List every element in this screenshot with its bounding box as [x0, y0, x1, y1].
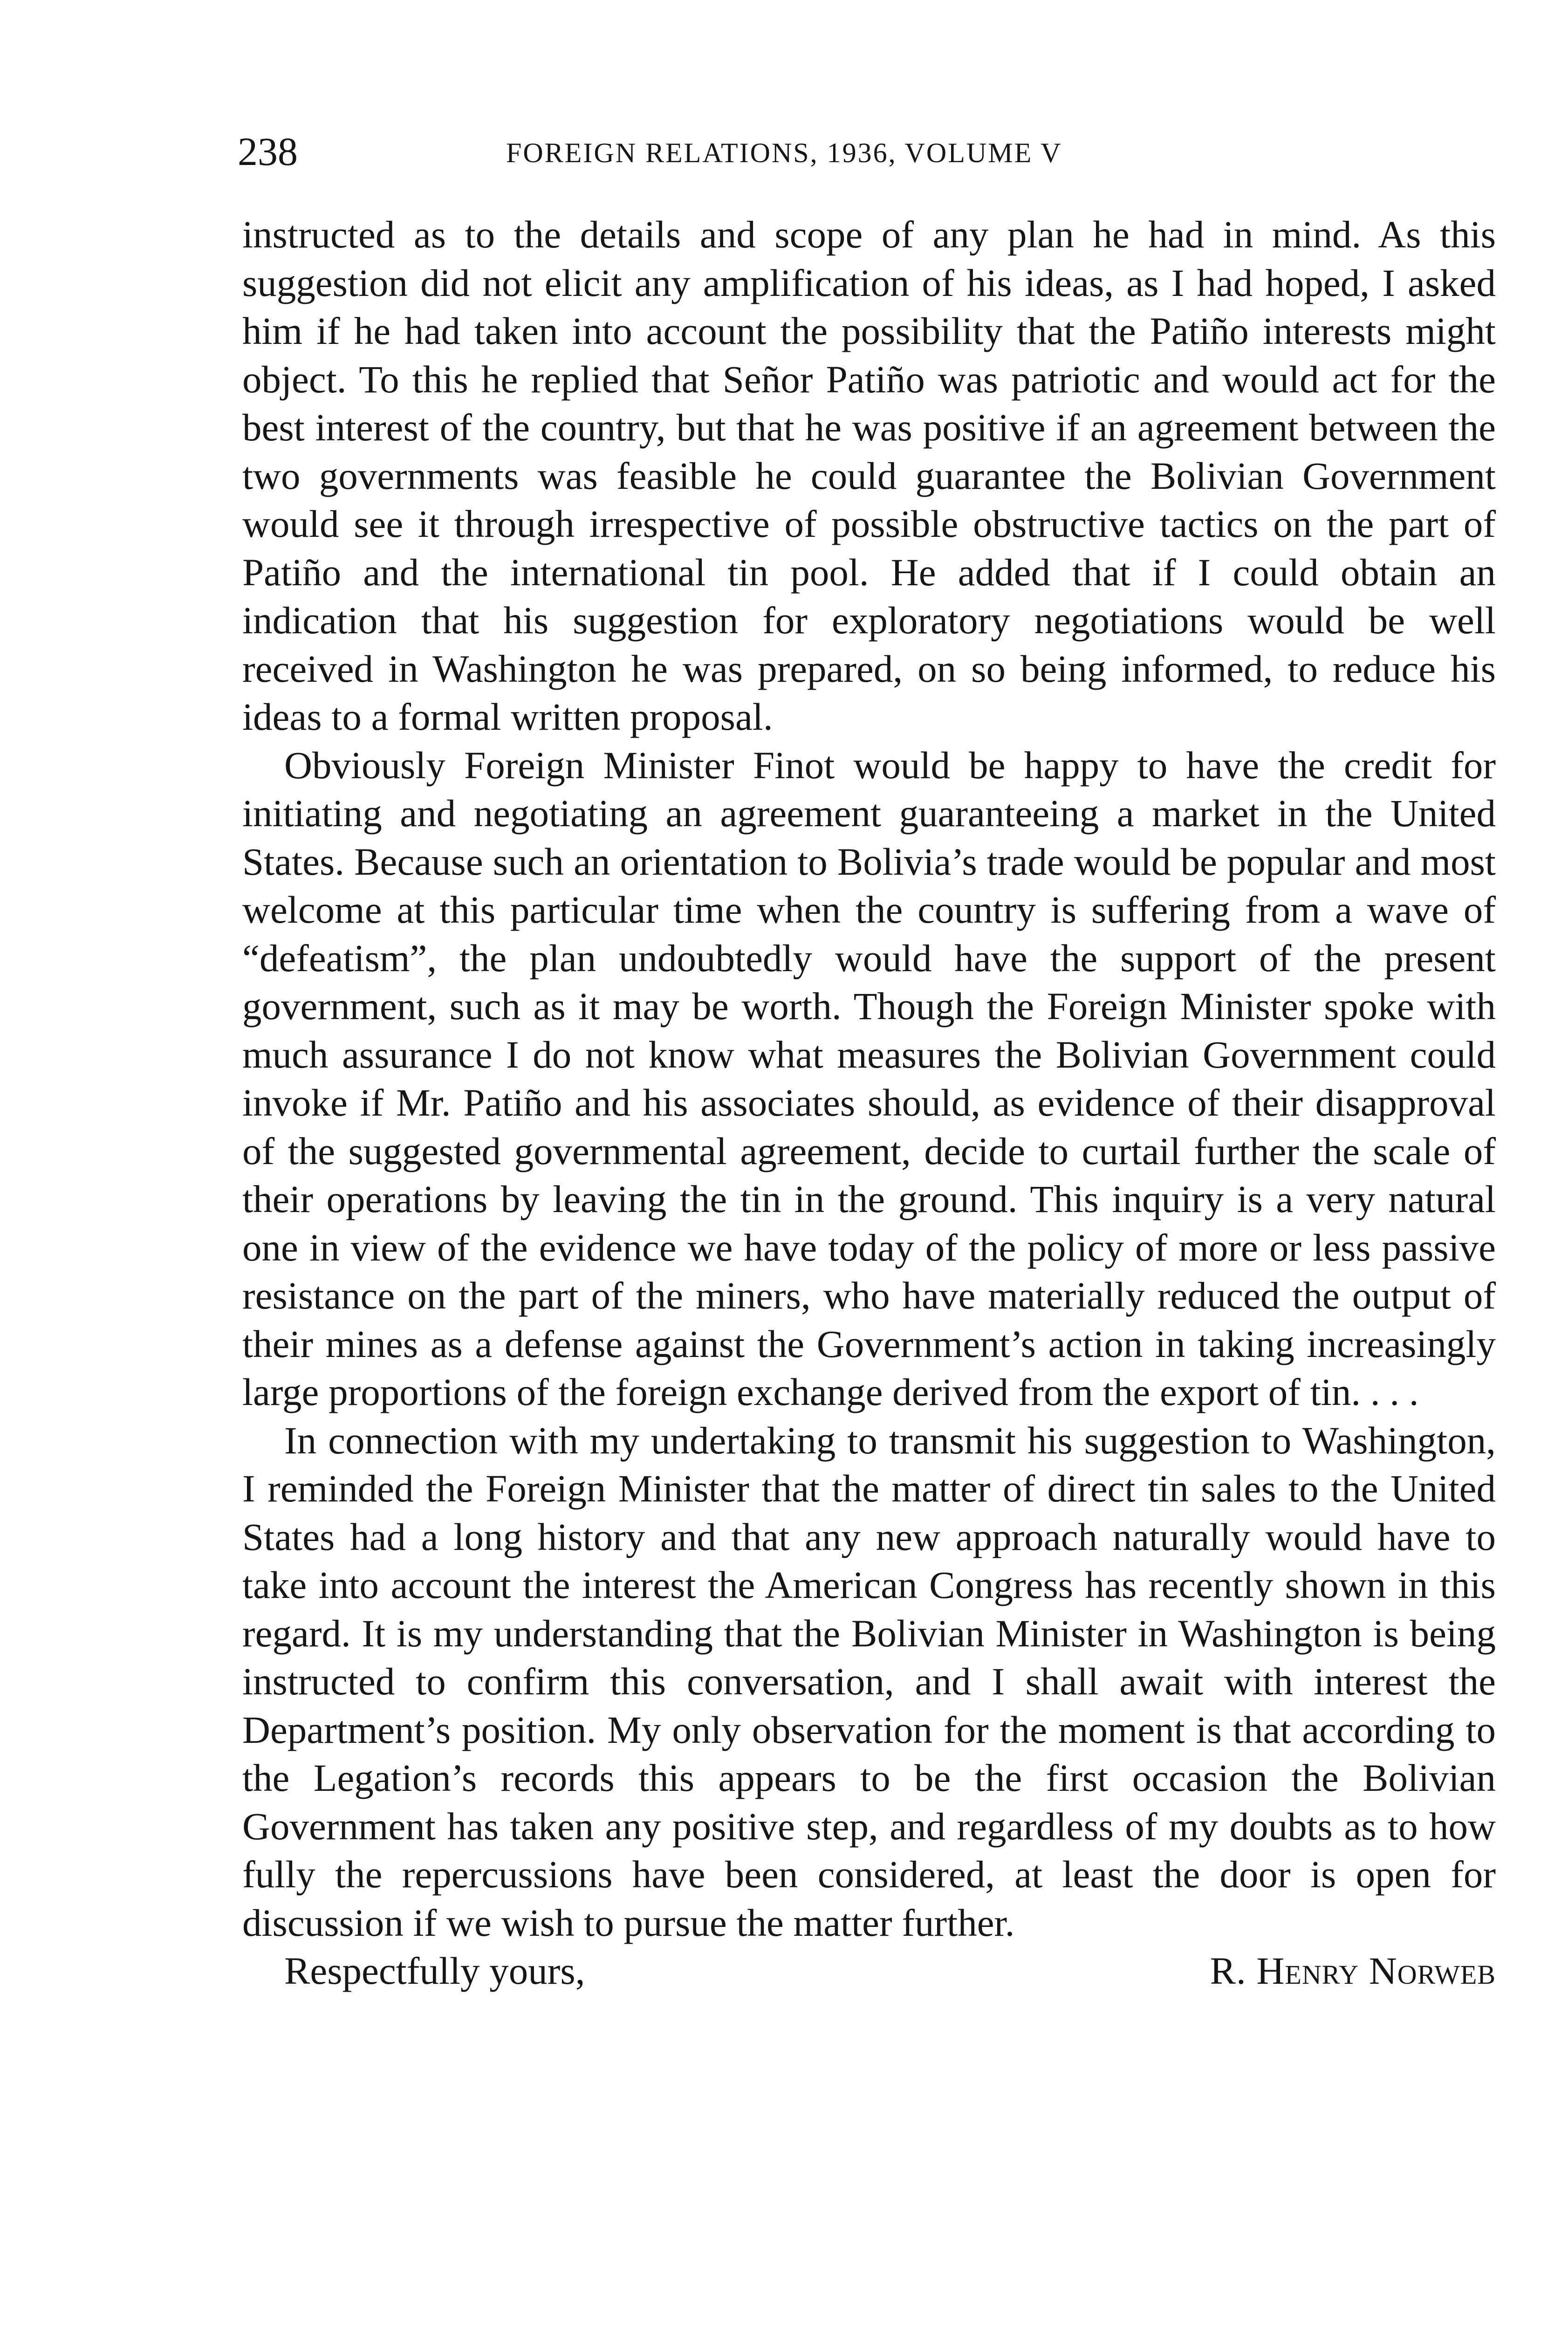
letter-body	[242, 211, 1496, 1995]
complimentary-close: Respectfully yours,	[284, 1949, 585, 1992]
signature: R. Henry Norweb	[1210, 1949, 1496, 1992]
running-title: FOREIGN RELATIONS, 1936, VOLUME V	[506, 137, 1062, 168]
letter-closing	[242, 1947, 1496, 1995]
running-header	[238, 126, 1235, 177]
paragraph: Obviously Foreign Minister Finot would be happy to have the credit for initiating and negotiating an agreement guaranteeing a market in the United States. Because such an orientation to Bolivia’s trade would be popular and most welcome at this particular time when the country is suffering from a wave of “defeatism”, the plan undoubtedly would have the support of the present government, such as it may be worth. Though the Foreign Minister spoke with much assurance I do not know what measures the Bolivian Government could invoke if Mr. Patiño and his associates should, as evidence of their disapproval of the suggested governmental agreement, decide to curtail further the scale of their operations by leaving the tin in the ground. This inquiry is a very natural one in view of the evidence we have today of the policy of more or less passive resistance on the part of the miners, who have materially reduced the output of their mines as a defense against the Government’s action in taking increasingly large proportions of the foreign exchange derived from the export of tin. . . .	[242, 743, 1496, 1413]
paragraph-continued: instructed as to the details and scope of any plan he had in mind. As this suggestion did not elicit any amplification of his ideas, as I had hoped, I asked him if he had taken into account the possibility that the Patiño interests might object. To this he replied that Señor Patiño was patriotic and would act for the best interest of the country, but that he was positive if an agreement between the two governments was feasible he could guarantee the Bolivian Government would see it through irrespective of possible obstructive tactics on the part of Patiño and the international tin pool. He added that if I could obtain an indication that his suggestion for exploratory negotiations would be well received in Washington he was prepared, on so being informed, to reduce his ideas to a formal written proposal.	[242, 213, 1496, 738]
paragraph: In connection with my undertaking to transmit his suggestion to Washington, I reminded the Foreign Minister that the matter of direct tin sales to the United States had a long history and that any new approach naturally would have to take into account the interest the American Congress has recently shown in this regard. It is my understanding that the Bolivian Minister in Washington is being instructed to confirm this conversation, and I shall await with interest the Department’s position. My only observation for the moment is that according to the Legation’s records this appears to be the first occasion the Bolivian Government has taken any positive step, and regardless of my doubts as to how fully the repercussions have been considered, at least the door is open for discussion if we wish to pursue the matter further.	[242, 1419, 1496, 1944]
page-number: 238	[238, 129, 298, 174]
